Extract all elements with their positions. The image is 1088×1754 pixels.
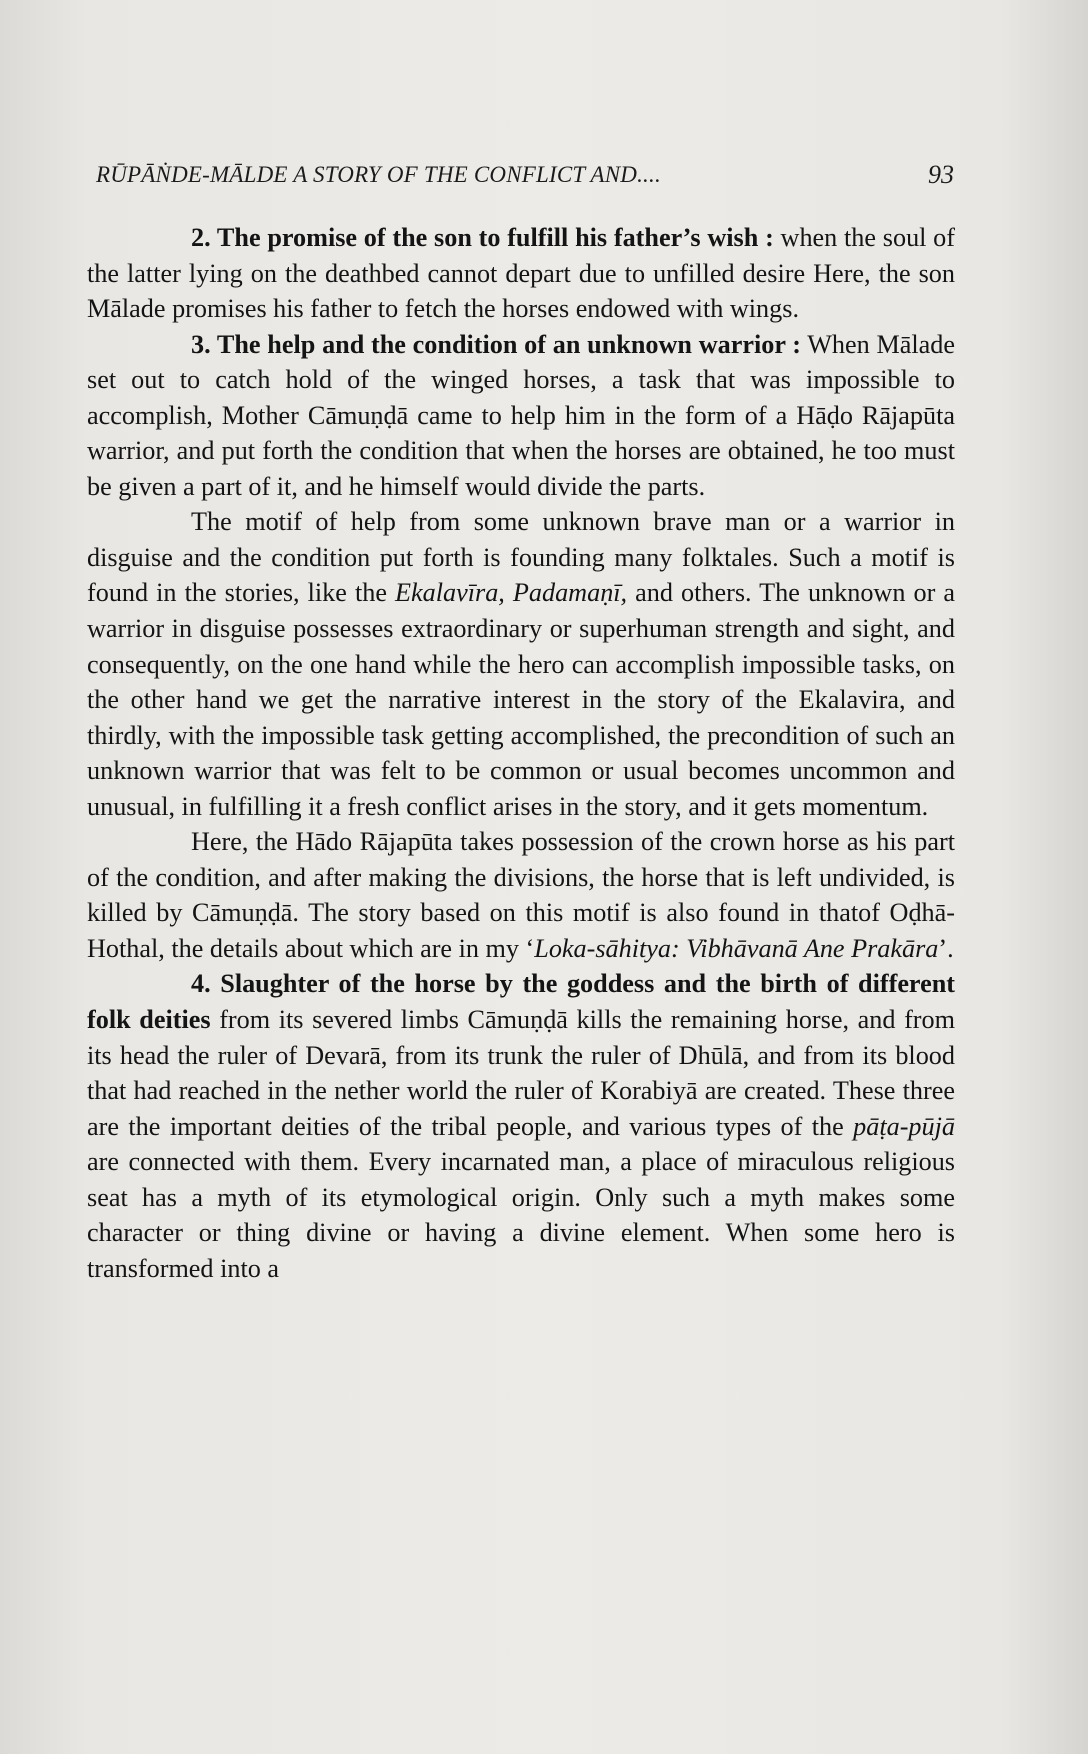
point-4-text-part-1: from its severed limbs Cāmuṇḍā kills the remaining horse, and from its head the ruler of Devarā, from its trunk the ruler of Dhūlā, and from its blood that had reached in the nether world the ruler of Korabiyā are created. These three are the important deities of the tribal people, and various types of the: [87, 1005, 955, 1141]
motif-text-part-2: and others. The unknown or a warrior in disguise possesses extraordinary or superhuman strength and sight, and consequently, on the one hand while the hero can accomplish impossible tasks, on the other hand we get the narrative interest in the story of the Ekalavira, and thirdly, with the impossible task getting accomplished, the precondition of such an unknown warrior that was felt to be common or usual becomes uncommon and unusual, in fulfilling it a fresh conflict arises in the story, and it gets momentum.: [87, 578, 955, 821]
point-2-text: when the soul of the latter lying on the deathbed cannot depart due to unfilled desire Here, the son Mālade promises his father to fetch the horses endowed with wings.: [87, 223, 956, 324]
paragraph-point-3: [87, 327, 955, 505]
running-title: RŪPĀṄDE-MĀLDE A STORY OF THE CONFLICT AND....: [96, 162, 661, 187]
hado-text-part-2: ’.: [938, 933, 954, 963]
point-3-heading: 3. The help and the condition of an unknown warrior :: [191, 329, 801, 359]
running-header: [96, 158, 954, 194]
book-title: Loka-sāhitya: Vibhāvanā Ane Prakāra: [534, 933, 939, 963]
body-text: [87, 220, 955, 1286]
point-4-text-part-2: are connected with them. Every incarnated man, a place of miraculous religious seat has a myth of its etymological origin. Only such a myth makes some character or thing divine or having a divine element. When some hero is transformed into a: [87, 1147, 955, 1283]
pata-puja-term: pāṭa-pūjā: [853, 1111, 955, 1141]
hado-text-part-1: Here, the Hādo Rājapūta takes possession of the crown horse as his part of the condition, and after making the divisions, the horse that is left undivided, is killed by Cāmuṇḍā. The story based on this motif is also found in thatof Oḍhā-Hothal, the details about which are in my ‘: [87, 827, 955, 963]
point-2-heading: 2. The promise of the son to fulfill his father’s wish :: [191, 223, 774, 252]
paragraph-hado-rajaputa: [87, 824, 955, 966]
paragraph-point-2: [87, 220, 955, 327]
point-4-heading: 4. Slaughter of the horse by the goddess and the birth of different folk deities: [87, 969, 955, 1035]
paragraph-motif-of-help: [87, 504, 955, 824]
motif-story-titles: Ekalavīra, Padamaṇī,: [395, 578, 628, 608]
point-3-text: When Mālade set out to catch hold of the winged horses, a task that was impossible to accomplish, Mother Cāmuṇḍā came to help him in the form of a Hāḍo Rājapūta warrior, and put forth the condition that when the horses are obtained, he too must be given a part of it, and he himself would divide the parts.: [87, 329, 955, 501]
page-number: 93: [928, 160, 954, 189]
paragraph-point-4: [87, 966, 955, 1286]
motif-text-part-1: The motif of help from some unknown brave man or a warrior in disguise and the condition put forth is founding many folktales. Such a motif is found in the stories, like the: [87, 507, 955, 608]
